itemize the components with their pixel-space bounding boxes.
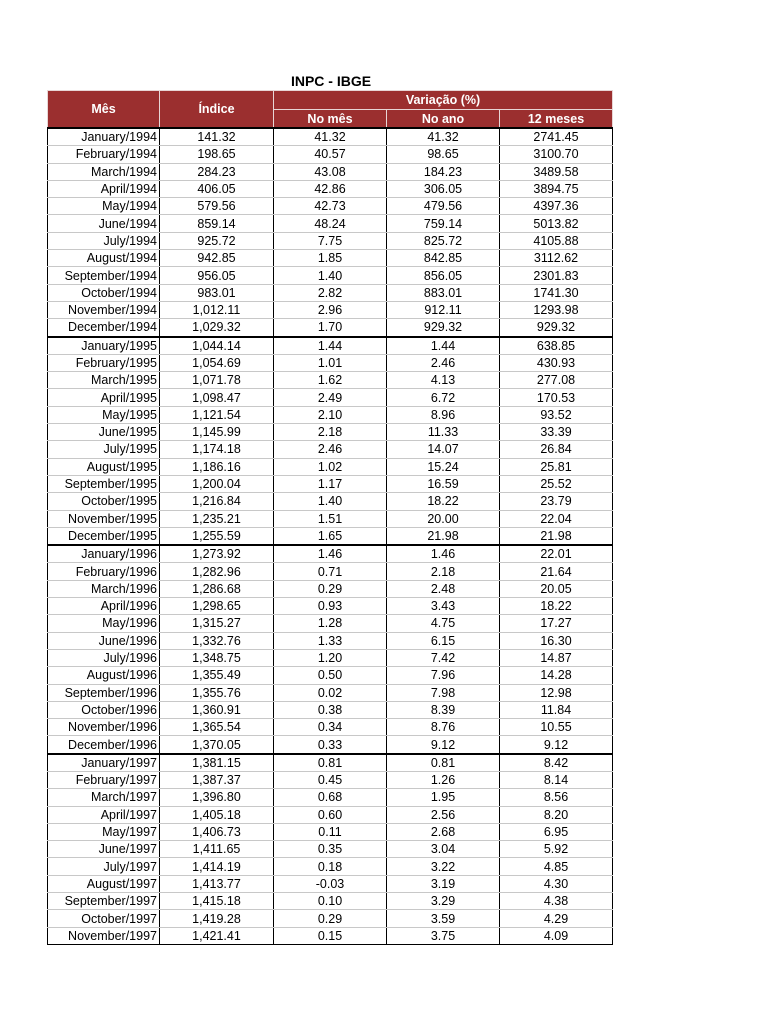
table-row	[48, 146, 613, 163]
table-row	[48, 284, 613, 301]
cell-12-meses: 8.14	[500, 771, 613, 788]
cell-no-mes: 1.62	[274, 372, 387, 389]
header-12-meses: 12 meses	[500, 110, 613, 129]
table-row	[48, 250, 613, 267]
cell-no-ano: 2.18	[387, 563, 500, 580]
table-row	[48, 128, 613, 146]
cell-indice: 859.14	[160, 215, 274, 232]
table-row	[48, 858, 613, 875]
cell-indice: 284.23	[160, 163, 274, 180]
cell-indice: 1,315.27	[160, 615, 274, 632]
cell-no-ano: 929.32	[387, 319, 500, 337]
cell-no-ano: 1.46	[387, 545, 500, 563]
cell-no-mes: 0.60	[274, 806, 387, 823]
table-row	[48, 823, 613, 840]
cell-mes: September/1996	[48, 684, 160, 701]
cell-12-meses: 17.27	[500, 615, 613, 632]
cell-no-mes: 0.15	[274, 927, 387, 944]
cell-12-meses: 16.30	[500, 632, 613, 649]
cell-no-ano: 3.04	[387, 841, 500, 858]
cell-indice: 1,365.54	[160, 719, 274, 736]
table-row	[48, 910, 613, 927]
cell-no-mes: 1.17	[274, 475, 387, 492]
cell-12-meses: 638.85	[500, 337, 613, 355]
cell-no-ano: 98.65	[387, 146, 500, 163]
table-body	[48, 128, 613, 944]
cell-indice: 579.56	[160, 198, 274, 215]
cell-no-mes: 48.24	[274, 215, 387, 232]
cell-indice: 1,145.99	[160, 424, 274, 441]
cell-12-meses: 430.93	[500, 354, 613, 371]
cell-no-mes: 1.46	[274, 545, 387, 563]
cell-no-mes: 0.33	[274, 736, 387, 754]
cell-12-meses: 4.29	[500, 910, 613, 927]
cell-no-ano: 4.75	[387, 615, 500, 632]
cell-no-ano: 2.48	[387, 580, 500, 597]
cell-no-ano: 6.15	[387, 632, 500, 649]
cell-indice: 1,406.73	[160, 823, 274, 840]
cell-no-mes: 0.35	[274, 841, 387, 858]
cell-no-ano: 1.95	[387, 789, 500, 806]
cell-12-meses: 25.52	[500, 475, 613, 492]
cell-12-meses: 9.12	[500, 736, 613, 754]
cell-no-mes: 0.10	[274, 893, 387, 910]
cell-mes: March/1995	[48, 372, 160, 389]
cell-12-meses: 23.79	[500, 493, 613, 510]
cell-no-ano: 41.32	[387, 128, 500, 146]
cell-no-mes: 1.51	[274, 510, 387, 527]
cell-indice: 1,387.37	[160, 771, 274, 788]
cell-indice: 1,298.65	[160, 598, 274, 615]
table-row	[48, 789, 613, 806]
cell-12-meses: 8.56	[500, 789, 613, 806]
cell-indice: 983.01	[160, 284, 274, 301]
cell-no-mes: 1.65	[274, 527, 387, 545]
table-row	[48, 719, 613, 736]
cell-no-ano: 20.00	[387, 510, 500, 527]
cell-indice: 141.32	[160, 128, 274, 146]
cell-no-ano: 11.33	[387, 424, 500, 441]
cell-mes: September/1995	[48, 475, 160, 492]
table-row	[48, 771, 613, 788]
table-row	[48, 580, 613, 597]
table-row	[48, 701, 613, 718]
cell-12-meses: 4.85	[500, 858, 613, 875]
table-row	[48, 198, 613, 215]
cell-mes: August/1994	[48, 250, 160, 267]
header-variacao: Variação (%)	[274, 91, 613, 110]
cell-12-meses: 14.28	[500, 667, 613, 684]
cell-no-ano: 14.07	[387, 441, 500, 458]
cell-mes: November/1997	[48, 927, 160, 944]
cell-mes: January/1994	[48, 128, 160, 146]
cell-12-meses: 1741.30	[500, 284, 613, 301]
cell-no-mes: 0.93	[274, 598, 387, 615]
cell-no-ano: 759.14	[387, 215, 500, 232]
cell-mes: August/1997	[48, 875, 160, 892]
cell-mes: May/1996	[48, 615, 160, 632]
cell-no-mes: 7.75	[274, 232, 387, 249]
cell-no-ano: 842.85	[387, 250, 500, 267]
cell-12-meses: 8.42	[500, 754, 613, 772]
cell-12-meses: 11.84	[500, 701, 613, 718]
cell-indice: 1,355.49	[160, 667, 274, 684]
cell-indice: 406.05	[160, 180, 274, 197]
table-row	[48, 875, 613, 892]
cell-no-mes: 40.57	[274, 146, 387, 163]
page-title: INPC - IBGE	[290, 73, 372, 89]
cell-indice: 1,029.32	[160, 319, 274, 337]
table-row	[48, 649, 613, 666]
cell-12-meses: 2741.45	[500, 128, 613, 146]
cell-mes: March/1996	[48, 580, 160, 597]
cell-12-meses: 26.84	[500, 441, 613, 458]
cell-12-meses: 170.53	[500, 389, 613, 406]
table-row	[48, 684, 613, 701]
cell-no-mes: 0.45	[274, 771, 387, 788]
cell-indice: 1,174.18	[160, 441, 274, 458]
cell-12-meses: 22.01	[500, 545, 613, 563]
cell-mes: February/1994	[48, 146, 160, 163]
cell-12-meses: 14.87	[500, 649, 613, 666]
cell-mes: October/1996	[48, 701, 160, 718]
table-row	[48, 736, 613, 754]
cell-indice: 1,381.15	[160, 754, 274, 772]
cell-no-ano: 306.05	[387, 180, 500, 197]
table-row	[48, 632, 613, 649]
cell-no-ano: 4.13	[387, 372, 500, 389]
cell-mes: June/1997	[48, 841, 160, 858]
cell-12-meses: 4.38	[500, 893, 613, 910]
cell-mes: September/1994	[48, 267, 160, 284]
cell-no-ano: 7.98	[387, 684, 500, 701]
cell-indice: 925.72	[160, 232, 274, 249]
cell-mes: January/1995	[48, 337, 160, 355]
cell-no-mes: 1.20	[274, 649, 387, 666]
cell-indice: 1,360.91	[160, 701, 274, 718]
cell-indice: 1,044.14	[160, 337, 274, 355]
cell-no-ano: 9.12	[387, 736, 500, 754]
cell-no-mes: 0.50	[274, 667, 387, 684]
cell-no-mes: 2.18	[274, 424, 387, 441]
table-row	[48, 806, 613, 823]
cell-indice: 1,348.75	[160, 649, 274, 666]
cell-no-ano: 856.05	[387, 267, 500, 284]
cell-indice: 1,405.18	[160, 806, 274, 823]
cell-no-mes: 0.18	[274, 858, 387, 875]
cell-no-mes: 1.40	[274, 493, 387, 510]
cell-12-meses: 3112.62	[500, 250, 613, 267]
cell-mes: February/1996	[48, 563, 160, 580]
cell-12-meses: 33.39	[500, 424, 613, 441]
cell-12-meses: 21.98	[500, 527, 613, 545]
cell-no-ano: 3.22	[387, 858, 500, 875]
cell-no-ano: 3.43	[387, 598, 500, 615]
cell-no-mes: 0.34	[274, 719, 387, 736]
cell-mes: August/1995	[48, 458, 160, 475]
table-row	[48, 927, 613, 944]
table-row	[48, 215, 613, 232]
cell-indice: 1,355.76	[160, 684, 274, 701]
cell-mes: August/1996	[48, 667, 160, 684]
cell-no-ano: 18.22	[387, 493, 500, 510]
cell-12-meses: 25.81	[500, 458, 613, 475]
cell-mes: April/1996	[48, 598, 160, 615]
cell-mes: October/1995	[48, 493, 160, 510]
cell-12-meses: 3489.58	[500, 163, 613, 180]
table-row	[48, 458, 613, 475]
cell-no-ano: 3.19	[387, 875, 500, 892]
cell-indice: 1,396.80	[160, 789, 274, 806]
cell-indice: 198.65	[160, 146, 274, 163]
cell-mes: April/1994	[48, 180, 160, 197]
cell-indice: 1,186.16	[160, 458, 274, 475]
cell-mes: May/1995	[48, 406, 160, 423]
cell-mes: November/1995	[48, 510, 160, 527]
table-row	[48, 424, 613, 441]
cell-no-ano: 479.56	[387, 198, 500, 215]
table-row	[48, 615, 613, 632]
cell-mes: May/1994	[48, 198, 160, 215]
cell-12-meses: 2301.83	[500, 267, 613, 284]
cell-indice: 1,282.96	[160, 563, 274, 580]
table-row	[48, 493, 613, 510]
cell-mes: October/1994	[48, 284, 160, 301]
cell-no-ano: 8.96	[387, 406, 500, 423]
table-row	[48, 180, 613, 197]
cell-no-mes: 0.38	[274, 701, 387, 718]
cell-no-ano: 15.24	[387, 458, 500, 475]
cell-mes: July/1994	[48, 232, 160, 249]
cell-indice: 1,421.41	[160, 927, 274, 944]
cell-12-meses: 3100.70	[500, 146, 613, 163]
cell-no-ano: 883.01	[387, 284, 500, 301]
cell-no-mes: 0.71	[274, 563, 387, 580]
cell-mes: October/1997	[48, 910, 160, 927]
cell-no-ano: 3.29	[387, 893, 500, 910]
cell-mes: September/1997	[48, 893, 160, 910]
cell-no-mes: -0.03	[274, 875, 387, 892]
table-row	[48, 301, 613, 318]
cell-12-meses: 4.09	[500, 927, 613, 944]
cell-indice: 1,012.11	[160, 301, 274, 318]
cell-no-ano: 0.81	[387, 754, 500, 772]
cell-12-meses: 6.95	[500, 823, 613, 840]
cell-no-ano: 6.72	[387, 389, 500, 406]
cell-mes: December/1995	[48, 527, 160, 545]
cell-indice: 1,286.68	[160, 580, 274, 597]
cell-no-mes: 1.02	[274, 458, 387, 475]
cell-no-ano: 2.46	[387, 354, 500, 371]
cell-mes: March/1997	[48, 789, 160, 806]
cell-no-ano: 912.11	[387, 301, 500, 318]
cell-indice: 1,332.76	[160, 632, 274, 649]
cell-12-meses: 5013.82	[500, 215, 613, 232]
table-row	[48, 372, 613, 389]
cell-no-ano: 7.96	[387, 667, 500, 684]
cell-no-mes: 2.49	[274, 389, 387, 406]
cell-12-meses: 277.08	[500, 372, 613, 389]
cell-no-mes: 2.96	[274, 301, 387, 318]
table-row	[48, 893, 613, 910]
table-row	[48, 267, 613, 284]
cell-mes: November/1996	[48, 719, 160, 736]
cell-no-ano: 8.76	[387, 719, 500, 736]
cell-no-ano: 8.39	[387, 701, 500, 718]
cell-mes: February/1995	[48, 354, 160, 371]
cell-no-mes: 0.68	[274, 789, 387, 806]
cell-mes: January/1996	[48, 545, 160, 563]
header-indice: Índice	[160, 91, 274, 129]
cell-no-mes: 2.82	[274, 284, 387, 301]
cell-no-mes: 2.10	[274, 406, 387, 423]
cell-no-ano: 825.72	[387, 232, 500, 249]
cell-12-meses: 21.64	[500, 563, 613, 580]
table-row	[48, 475, 613, 492]
cell-no-mes: 43.08	[274, 163, 387, 180]
cell-no-ano: 1.44	[387, 337, 500, 355]
cell-no-mes: 1.33	[274, 632, 387, 649]
cell-indice: 1,098.47	[160, 389, 274, 406]
cell-no-mes: 0.29	[274, 910, 387, 927]
cell-12-meses: 18.22	[500, 598, 613, 615]
cell-mes: April/1997	[48, 806, 160, 823]
header-row	[48, 91, 613, 110]
cell-indice: 1,054.69	[160, 354, 274, 371]
cell-12-meses: 4397.36	[500, 198, 613, 215]
cell-indice: 1,235.21	[160, 510, 274, 527]
cell-no-mes: 1.70	[274, 319, 387, 337]
cell-mes: June/1995	[48, 424, 160, 441]
cell-12-meses: 3894.75	[500, 180, 613, 197]
cell-no-mes: 1.85	[274, 250, 387, 267]
cell-12-meses: 8.20	[500, 806, 613, 823]
cell-12-meses: 4105.88	[500, 232, 613, 249]
table-row	[48, 232, 613, 249]
cell-no-ano: 21.98	[387, 527, 500, 545]
cell-no-ano: 2.56	[387, 806, 500, 823]
table-row	[48, 510, 613, 527]
cell-12-meses: 5.92	[500, 841, 613, 858]
cell-12-meses: 929.32	[500, 319, 613, 337]
cell-no-ano: 1.26	[387, 771, 500, 788]
cell-mes: February/1997	[48, 771, 160, 788]
cell-mes: July/1995	[48, 441, 160, 458]
cell-12-meses: 1293.98	[500, 301, 613, 318]
cell-no-ano: 16.59	[387, 475, 500, 492]
cell-mes: April/1995	[48, 389, 160, 406]
cell-no-mes: 0.29	[274, 580, 387, 597]
cell-mes: June/1996	[48, 632, 160, 649]
cell-no-ano: 3.59	[387, 910, 500, 927]
cell-indice: 1,255.59	[160, 527, 274, 545]
table-row	[48, 527, 613, 545]
cell-no-mes: 0.02	[274, 684, 387, 701]
cell-indice: 1,411.65	[160, 841, 274, 858]
cell-no-mes: 42.86	[274, 180, 387, 197]
cell-indice: 1,414.19	[160, 858, 274, 875]
cell-indice: 1,121.54	[160, 406, 274, 423]
cell-indice: 1,273.92	[160, 545, 274, 563]
cell-mes: November/1994	[48, 301, 160, 318]
cell-no-mes: 42.73	[274, 198, 387, 215]
table-row	[48, 441, 613, 458]
cell-mes: January/1997	[48, 754, 160, 772]
cell-no-mes: 1.01	[274, 354, 387, 371]
cell-12-meses: 20.05	[500, 580, 613, 597]
cell-mes: July/1996	[48, 649, 160, 666]
table-row	[48, 545, 613, 563]
cell-no-ano: 184.23	[387, 163, 500, 180]
table-row	[48, 406, 613, 423]
cell-no-mes: 1.44	[274, 337, 387, 355]
header-no-mes: No mês	[274, 110, 387, 129]
header-no-ano: No ano	[387, 110, 500, 129]
table-row	[48, 598, 613, 615]
cell-no-mes: 41.32	[274, 128, 387, 146]
cell-mes: December/1994	[48, 319, 160, 337]
cell-12-meses: 22.04	[500, 510, 613, 527]
table-row	[48, 754, 613, 772]
cell-no-mes: 1.28	[274, 615, 387, 632]
cell-no-mes: 0.81	[274, 754, 387, 772]
cell-indice: 1,071.78	[160, 372, 274, 389]
cell-indice: 956.05	[160, 267, 274, 284]
cell-mes: December/1996	[48, 736, 160, 754]
cell-indice: 1,200.04	[160, 475, 274, 492]
cell-no-ano: 2.68	[387, 823, 500, 840]
cell-indice: 1,419.28	[160, 910, 274, 927]
cell-no-mes: 1.40	[274, 267, 387, 284]
inpc-table	[47, 90, 613, 945]
cell-indice: 1,415.18	[160, 893, 274, 910]
cell-12-meses: 12.98	[500, 684, 613, 701]
cell-12-meses: 4.30	[500, 875, 613, 892]
cell-mes: July/1997	[48, 858, 160, 875]
cell-indice: 1,413.77	[160, 875, 274, 892]
cell-no-mes: 0.11	[274, 823, 387, 840]
cell-no-mes: 2.46	[274, 441, 387, 458]
table-row	[48, 319, 613, 337]
table-row	[48, 563, 613, 580]
cell-12-meses: 10.55	[500, 719, 613, 736]
cell-mes: March/1994	[48, 163, 160, 180]
cell-indice: 1,216.84	[160, 493, 274, 510]
table-row	[48, 389, 613, 406]
table-row	[48, 163, 613, 180]
cell-indice: 1,370.05	[160, 736, 274, 754]
table-row	[48, 667, 613, 684]
table-row	[48, 841, 613, 858]
cell-indice: 942.85	[160, 250, 274, 267]
cell-mes: June/1994	[48, 215, 160, 232]
cell-no-ano: 7.42	[387, 649, 500, 666]
cell-no-ano: 3.75	[387, 927, 500, 944]
cell-12-meses: 93.52	[500, 406, 613, 423]
table-row	[48, 354, 613, 371]
cell-mes: May/1997	[48, 823, 160, 840]
table-row	[48, 337, 613, 355]
header-mes: Mês	[48, 91, 160, 129]
